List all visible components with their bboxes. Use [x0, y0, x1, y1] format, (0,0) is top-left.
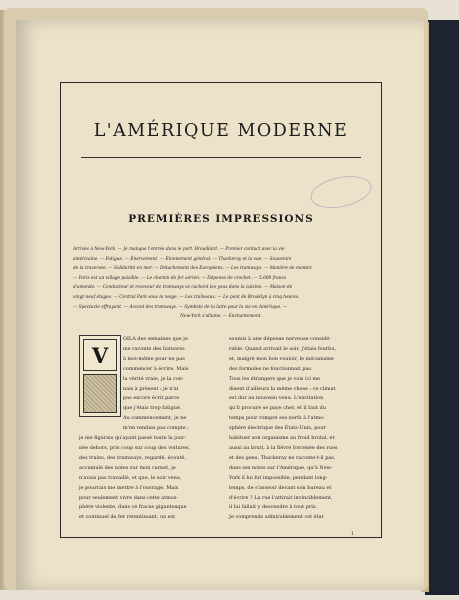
text-line: rable. Quand arrivait le soir, j'étais fourbu, [229, 345, 337, 352]
text-line: commencer à écrire. Mais [123, 365, 189, 372]
dropcap-letter: V [83, 339, 117, 371]
text-line: sphère électrique des États-Unis, pour [229, 425, 326, 432]
summary-line: vingt-neuf étages. — Central Park sous la neige. — Les traîneaux. — Le pont de Brooklyn à cinq heures. [73, 294, 300, 300]
text-line: pas encore écrit parce [123, 395, 180, 402]
text-line: des trains, des tramways, regardé, écouté, [79, 454, 186, 461]
text-line: la vérité vraie, je la con- [123, 375, 184, 382]
summary-line: d'amende. — Conducteur et receveur de tramways se cachent les yeux dans la cuisine. — Maison de [73, 285, 293, 291]
text-line: n'avais pas travaillé, et que, le soir venu, [79, 474, 182, 481]
text-frame [60, 82, 382, 538]
text-line: Tous les étrangers que je vois ici me [229, 375, 321, 382]
book-page [16, 20, 424, 590]
title-rule [81, 157, 361, 158]
text-line: aussi au bruit, à la fièvre forcenée des rues [229, 444, 338, 451]
right-column [229, 335, 367, 523]
chapter-title: L'AMÉRIQUE MODERNE [93, 121, 349, 141]
text-line: Je comprends admirablement cet état [229, 514, 324, 521]
text-line: est dur au nouveau venu. L'excitation [229, 395, 324, 402]
text-line: temps pour rompre ses nerfs à l'atmo- [229, 415, 325, 422]
text-line: phère violente, dans ce fracas gigantesque [79, 504, 187, 511]
text-line: me raconte des histoires [123, 345, 185, 352]
text-line: Au commencement, je ne [123, 415, 187, 422]
book-binding [425, 20, 459, 595]
text-line: et continuel de fer retentissant, on est [79, 514, 176, 521]
text-line: soumis à une dépense nerveuse considé- [229, 336, 331, 342]
summary-line: Arrivée à New-York. — Je manque l'entrée dans le port. Brouillard. — Premier contact avec la vie [73, 247, 285, 252]
text-line: que j'étais trop fatigué. [123, 405, 182, 412]
page-number: 1 [351, 531, 355, 537]
summary-line: — Spectacle effrayant. — Accent des tramways. — Symbole de la lutte pour la vie en Amérique. — [73, 304, 288, 310]
section-title: PREMIÈRES IMPRESSIONS [128, 213, 314, 225]
text-line: d'écrire ? La rue l'attirait invinciblement, [229, 494, 333, 501]
text-line: à moi-même pour ne pas [123, 355, 185, 362]
text-line: je me figurais qu'ayant passé toute la jour- [79, 435, 187, 442]
text-line: m'en rendais pas compte ; [123, 425, 189, 432]
text-line: nais à présent : je n'ai [123, 385, 179, 392]
text-line: pour seulement vivre dans cette atmos- [79, 494, 179, 501]
summary-line: — Paris est un village paisible. — Le chemin de fer aérien. — Dépense de crochet. — 5.000 francs [73, 275, 287, 281]
text-line: OILA des semaines que je [123, 336, 188, 342]
text-line: née dehors, pris coup sur coup des voitures, [79, 444, 191, 451]
summary-line: de la traversée. — Solidarité en mer. — Détachement des Européens. — Les tramways. — Manière de monter. [73, 266, 313, 272]
text-line: qu'il procure se paye cher, et il faut du [229, 405, 326, 412]
text-line: accumulé des notes sur mon carnet, je [79, 464, 176, 471]
summary-line: américaine. — Fatigue. — Énervement. — Étonnement général. — Thackeray et la vue. — Souvenirs [73, 256, 292, 262]
text-line: temps, de s'asseoir devant son bureau et [229, 484, 332, 491]
text-line: habituer son organisme au froid brutal, et [229, 435, 335, 442]
left-column [79, 335, 215, 523]
text-line: et, malgré mon bon vouloir, le mécanisme [229, 355, 334, 362]
book-pages [4, 8, 428, 590]
library-stamp [308, 171, 375, 213]
text-line: je pourrais me mettre à l'ouvrage. Mais [79, 484, 179, 491]
text-line: et des gens. Thackeray ne raconte-t-il pas, [229, 454, 336, 461]
text-line: des formules ne fonctionnait pas. [229, 365, 313, 372]
text-line: disent d'ailleurs la même chose : ce climat [229, 385, 336, 392]
text-line: dans ses notes sur l'Amérique, qu'à New- [229, 464, 333, 471]
text-line: il lui fallait y descendre à tout prix. [229, 504, 318, 511]
summary-line: New-York s'allume. — Enchantement. [180, 314, 262, 320]
chapter-summary [73, 245, 369, 322]
text-line: York il lui fut impossible, pendant long- [229, 474, 328, 481]
